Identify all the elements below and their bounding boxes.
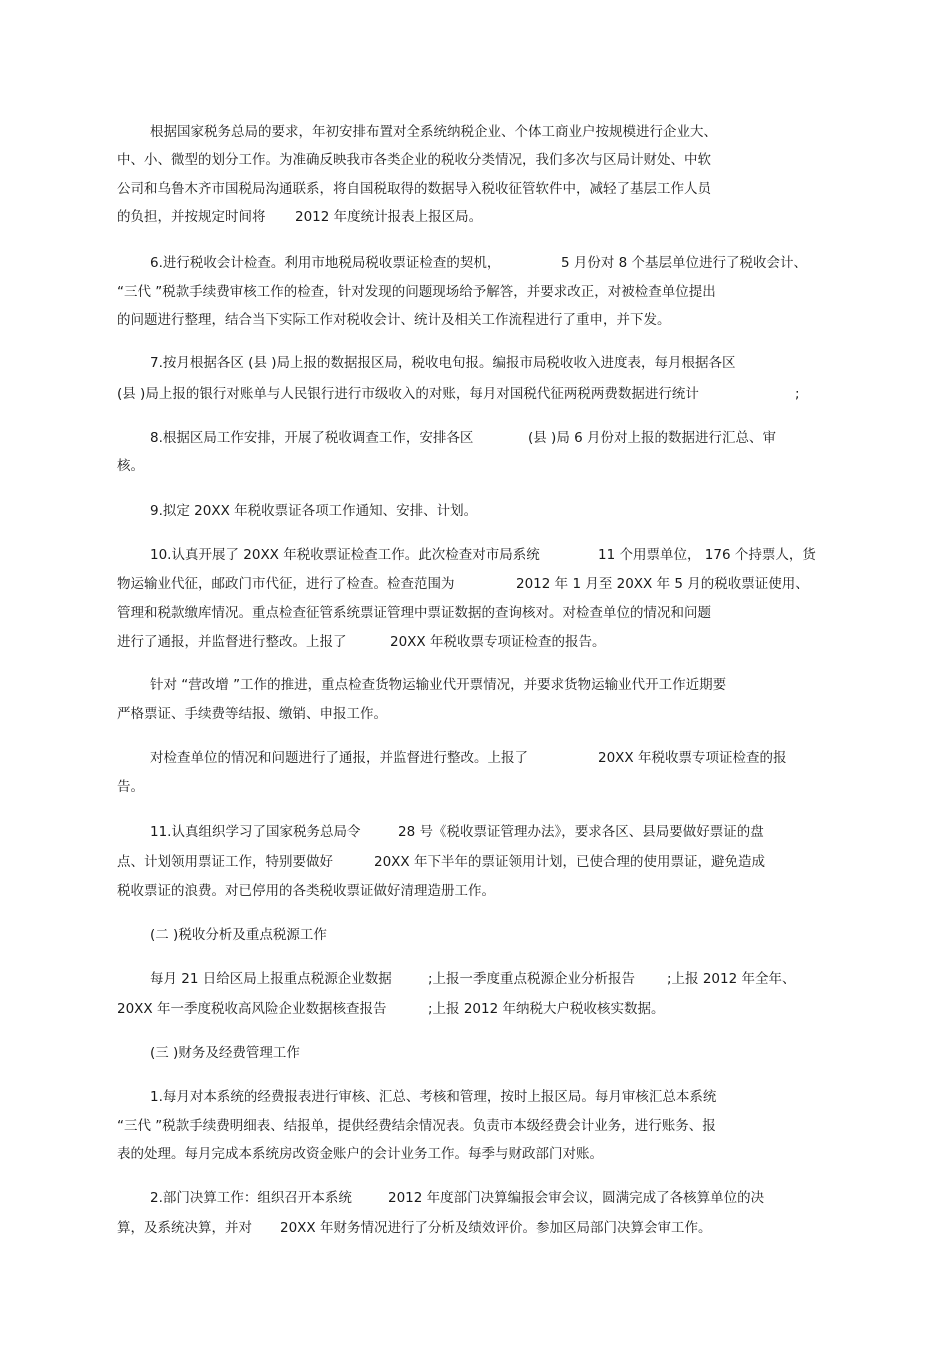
- text-segment: 算，及系统决算，并对: [117, 1220, 252, 1236]
- text-segment: 28 号《税收票证管理办法》，要求各区、县局要做好票证的盘: [398, 824, 764, 840]
- text-segment: 8.根据区局工作安排，开展了税收调查工作，安排各区: [150, 430, 474, 446]
- text-segment: 1.每月对本系统的经费报表进行审核、汇总、考核和管理，按时上报区局。每月审核汇总本系统: [150, 1089, 717, 1105]
- text-segment: 进行了通报，并监督进行整改。上报了: [117, 634, 347, 650]
- text-segment: 20XX 年税收票专项证检查的报: [598, 750, 787, 766]
- text-segment: ;: [795, 386, 800, 402]
- text-segment: 每月 21 日给区局上报重点税源企业数据: [150, 971, 392, 987]
- text-segment: 税收票证的浪费。对已停用的各类税收票证做好清理造册工作。: [117, 883, 495, 899]
- text-segment: (县 )局 6 月份对上报的数据进行汇总、审: [528, 430, 776, 446]
- text-segment: 20XX 年税收票专项证检查的报告。: [390, 634, 606, 650]
- text-segment: ;上报 2012 年全年、: [667, 971, 796, 987]
- text-segment: (县 )局上报的银行对账单与人民银行进行市级收入的对账，每月对国税代征两税两费数据进行统计: [117, 386, 699, 402]
- text-segment: 公司和乌鲁木齐市国税局沟通联系，将自国税取得的数据导入税收征管软件中，减轻了基层工作人员: [117, 181, 711, 197]
- text-segment: 中、小、微型的划分工作。为准确反映我市各类企业的税收分类情况，我们多次与区局计财处、中软: [117, 152, 711, 168]
- text-segment: 核。: [117, 458, 144, 474]
- text-segment: 点、计划领用票证工作，特别要做好: [117, 854, 333, 870]
- text-segment: 11 个用票单位， 176 个持票人，货: [598, 547, 816, 563]
- text-segment: 的负担，并按规定时间将: [117, 209, 266, 225]
- text-segment: 2012 年度部门决算编报会审会议，圆满完成了各核算单位的决: [388, 1190, 765, 1206]
- text-segment: 20XX 年下半年的票证领用计划，已使合理的使用票证，避免造成: [374, 854, 765, 870]
- text-segment: 2012 年 1 月至 20XX 年 5 月的税收票证使用、: [516, 576, 809, 592]
- text-segment: 的问题进行整理，结合当下实际工作对税收会计、统计及相关工作流程进行了重申，并下发。: [117, 312, 671, 328]
- text-segment: 10.认真开展了 20XX 年税收票证检查工作。此次检查对市局系统: [150, 547, 540, 563]
- text-segment: 针对 “营改增 ”工作的推进，重点检查货物运输业代开票情况，并要求货物运输业代开工作近期要: [150, 677, 727, 693]
- text-segment: 2.部门决算工作：组织召开本系统: [150, 1190, 352, 1206]
- text-segment: 9.拟定 20XX 年税收票证各项工作通知、安排、计划。: [150, 503, 478, 519]
- text-segment: 管理和税款缴库情况。重点检查征管系统票证管理中票证数据的查询核对。对检查单位的情况和问题: [117, 605, 711, 621]
- text-segment: 表的处理。每月完成本系统房改资金账户的会计业务工作。每季与财政部门对账。: [117, 1146, 603, 1162]
- text-segment: 20XX 年财务情况进行了分析及绩效评价。参加区局部门决算会审工作。: [280, 1220, 712, 1236]
- text-segment: 物运输业代征，邮政门市代征，进行了检查。检查范围为: [117, 576, 455, 592]
- text-segment: ;上报一季度重点税源企业分析报告: [428, 971, 636, 987]
- text-segment: 严格票证、手续费等结报、缴销、申报工作。: [117, 706, 387, 722]
- text-segment: 7.按月根据各区 (县 )局上报的数据报区局，税收电旬报。编报市局税收收入进度表，每月根据各区: [150, 355, 736, 371]
- text-segment: 5 月份对 8 个基层单位进行了税收会计、: [561, 255, 808, 271]
- text-segment: 6.进行税收会计检查。利用市地税局税收票证检查的契机，: [150, 255, 501, 271]
- text-segment: ;上报 2012 年纳税大户税收核实数据。: [428, 1001, 665, 1017]
- text-segment: 对检查单位的情况和问题进行了通报，并监督进行整改。上报了: [150, 750, 528, 766]
- text-segment: 根据国家税务总局的要求，年初安排布置对全系统纳税企业、个体工商业户按规模进行企业大、: [150, 124, 717, 140]
- text-segment: “三代 ”税款手续费审核工作的检查，针对发现的问题现场给予解答，并要求改正，对被检查单位提出: [117, 284, 716, 300]
- text-segment: (二 )税收分析及重点税源工作: [150, 927, 327, 943]
- text-segment: 11.认真组织学习了国家税务总局令: [150, 824, 361, 840]
- text-segment: 告。: [117, 779, 144, 795]
- text-segment: (三 )财务及经费管理工作: [150, 1045, 300, 1061]
- text-segment: 20XX 年一季度税收高风险企业数据核查报告: [117, 1001, 387, 1017]
- text-segment: 2012 年度统计报表上报区局。: [295, 209, 483, 225]
- text-segment: “三代 ”税款手续费明细表、结报单，提供经费结余情况表。负责市本级经费会计业务，进行账务、报: [117, 1118, 716, 1134]
